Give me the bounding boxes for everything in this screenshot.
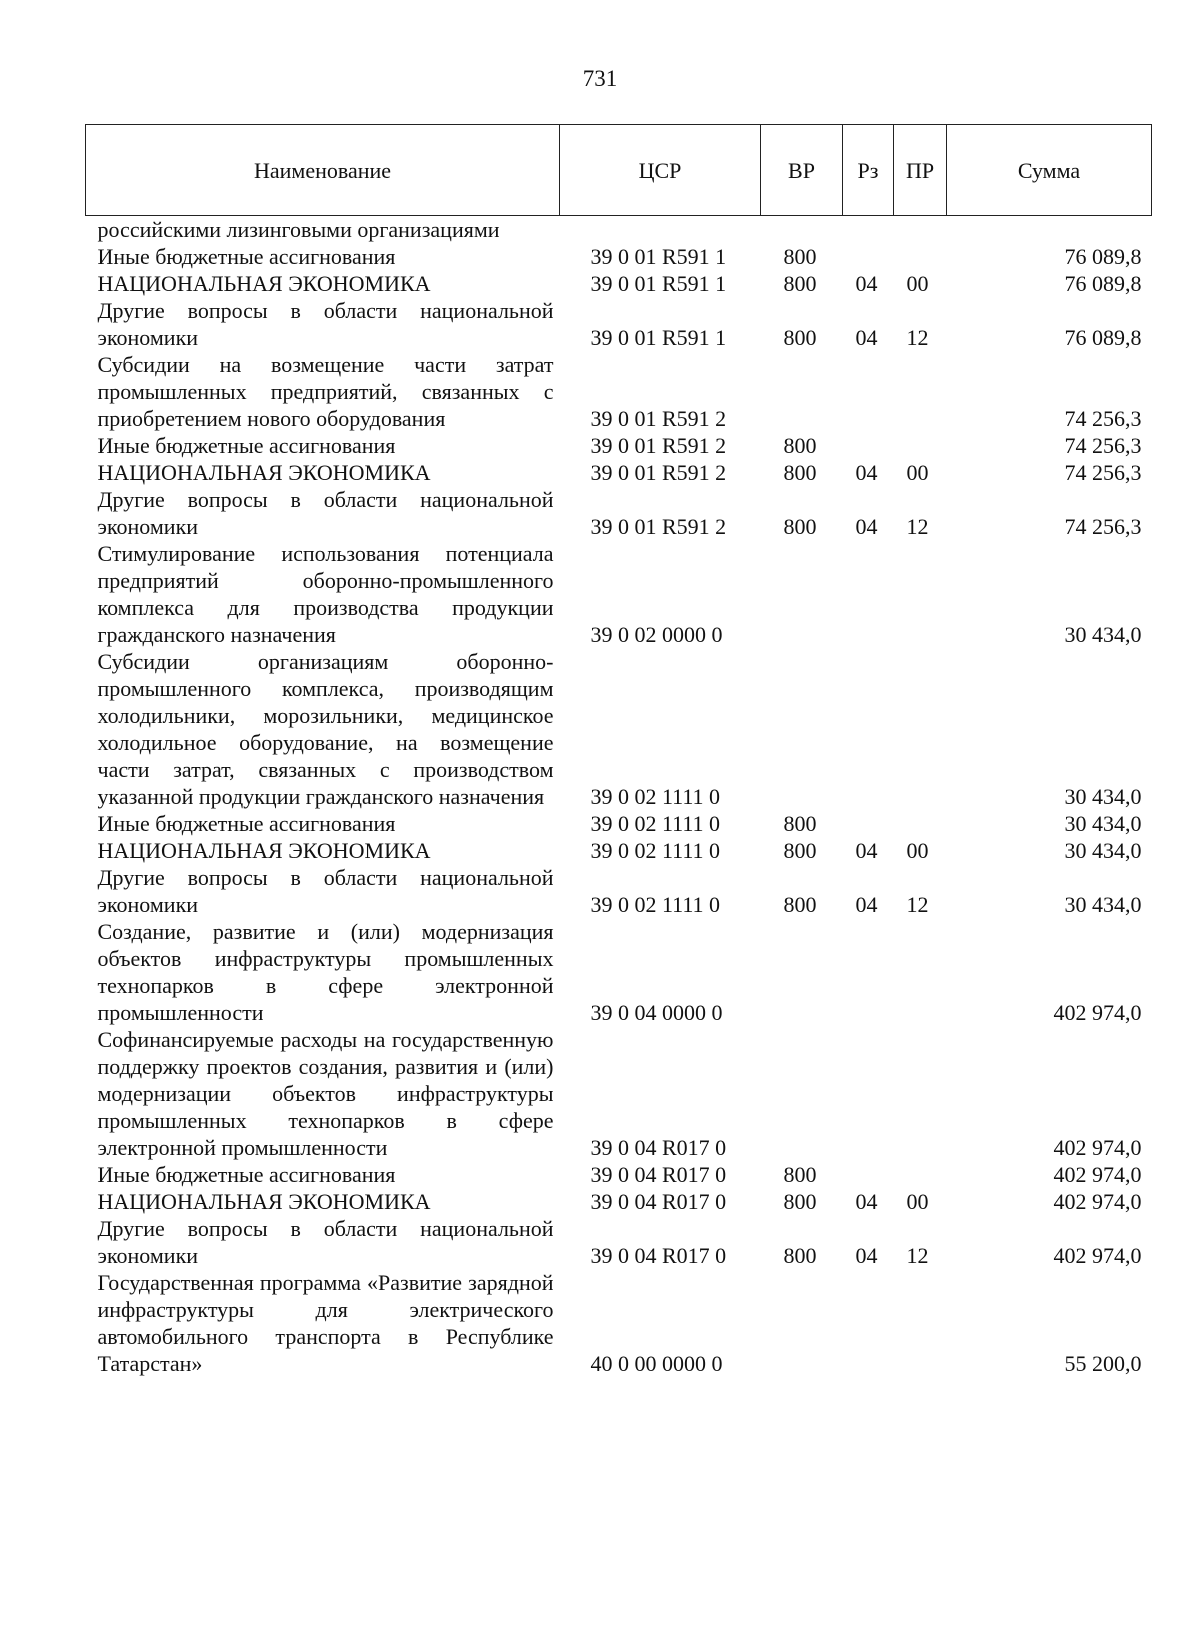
cell-rz [843,648,894,810]
cell-pr [894,243,947,270]
cell-pr: 00 [906,1189,929,1214]
header-name: Наименование [86,125,560,216]
table-row [86,432,1152,459]
cell-sum: 76 089,8 [1064,325,1142,350]
cell-vr [761,351,843,432]
cell-rz [843,432,894,459]
cell-rz: 04 [855,1243,878,1268]
cell-csr: 39 0 02 1111 0 [590,784,721,809]
header-csr: ЦСР [560,125,761,216]
cell-csr: 39 0 04 R017 0 [590,1243,727,1268]
cell-rz: 04 [855,325,878,350]
table-row [86,1161,1152,1188]
cell-name: Софинансируемые расходы на государственную поддержку проектов создания, развития и (или) модернизации объектов инфраструктуры промышленных технопарков в сфере электронной промышленности [97,1027,554,1160]
cell-pr [894,1026,947,1161]
header-vr: ВР [761,125,843,216]
cell-name: Субсидии на возмещение части затрат промышленных предприятий, связанных с приобретением нового оборудования [97,352,554,431]
table-row [86,837,1152,864]
cell-pr [894,648,947,810]
cell-rz [843,1161,894,1188]
cell-pr [894,540,947,648]
table-row [86,243,1152,270]
cell-sum: 402 974,0 [1053,1162,1142,1187]
cell-name: НАЦИОНАЛЬНАЯ ЭКОНОМИКА [97,1189,431,1214]
cell-rz [843,1026,894,1161]
cell-pr [894,432,947,459]
table-body [86,216,1152,1378]
cell-csr: 40 0 00 0000 0 [590,1351,723,1376]
cell-vr: 800 [783,1189,817,1214]
header-rz: Рз [843,125,894,216]
header-sum: Сумма [947,125,1152,216]
cell-rz: 04 [855,271,878,296]
cell-rz [843,243,894,270]
cell-name: Другие вопросы в области национальной экономики [97,487,554,539]
cell-csr: 39 0 04 R017 0 [590,1189,727,1214]
cell-pr: 12 [906,1243,929,1268]
cell-name: Иные бюджетные ассигнования [97,811,396,836]
cell-vr: 800 [783,433,817,458]
cell-sum: 402 974,0 [1053,1000,1142,1025]
cell-csr: 39 0 01 R591 2 [590,514,727,539]
cell-pr [894,1161,947,1188]
cell-vr: 800 [783,1162,817,1187]
cell-pr: 00 [906,271,929,296]
cell-pr: 00 [906,838,929,863]
cell-csr: 39 0 04 R017 0 [590,1135,727,1160]
cell-rz [843,540,894,648]
table-row [86,459,1152,486]
cell-vr [761,1026,843,1161]
cell-pr: 12 [906,892,929,917]
table-row [86,1026,1152,1161]
cell-name: НАЦИОНАЛЬНАЯ ЭКОНОМИКА [97,460,431,485]
cell-rz: 04 [855,460,878,485]
cell-pr: 12 [906,514,929,539]
cell-sum: 55 200,0 [1064,1351,1142,1376]
cell-pr [894,351,947,432]
cell-vr: 800 [783,811,817,836]
table-row [86,486,1152,540]
cell-sum: 74 256,3 [1064,460,1142,485]
cell-vr: 800 [783,514,817,539]
cell-rz [843,351,894,432]
cell-pr: 12 [906,325,929,350]
table-row [86,864,1152,918]
table-row [86,1188,1152,1215]
cell-name: Другие вопросы в области национальной экономики [97,1216,554,1268]
table-header-row [86,125,1152,216]
cell-csr: 39 0 01 R591 2 [590,433,727,458]
page-number: 731 [582,66,618,91]
cell-sum: 30 434,0 [1064,838,1142,863]
cell-vr [761,540,843,648]
cell-vr [761,1269,843,1377]
table-row [86,270,1152,297]
table-row [86,648,1152,810]
cell-sum: 30 434,0 [1064,784,1142,809]
cell-sum: 74 256,3 [1064,406,1142,431]
table-row [86,351,1152,432]
cell-csr [560,216,761,244]
cell-sum: 74 256,3 [1064,514,1142,539]
cell-rz: 04 [855,892,878,917]
cell-csr: 39 0 02 0000 0 [590,622,723,647]
cell-csr: 39 0 01 R591 2 [590,406,727,431]
cell-name: НАЦИОНАЛЬНАЯ ЭКОНОМИКА [97,271,431,296]
cell-pr [894,216,947,244]
cell-rz: 04 [855,1189,878,1214]
cell-sum: 30 434,0 [1064,811,1142,836]
cell-name: Другие вопросы в области национальной экономики [97,865,554,917]
cell-vr: 800 [783,1243,817,1268]
cell-vr [761,648,843,810]
cell-csr: 39 0 04 R017 0 [590,1162,727,1187]
cell-name: Иные бюджетные ассигнования [97,1162,396,1187]
cell-sum: 76 089,8 [1064,244,1142,269]
cell-sum: 74 256,3 [1064,433,1142,458]
cell-rz [843,1269,894,1377]
cell-sum: 30 434,0 [1064,622,1142,647]
cell-name: российскими лизинговыми организациями [97,217,500,242]
cell-csr: 39 0 02 1111 0 [590,892,721,917]
cell-csr: 39 0 02 1111 0 [590,838,721,863]
cell-pr [894,918,947,1026]
cell-name: Другие вопросы в области национальной экономики [97,298,554,350]
cell-rz [843,216,894,244]
cell-rz [843,810,894,837]
table-row [86,918,1152,1026]
cell-sum: 76 089,8 [1064,271,1142,296]
cell-rz: 04 [855,838,878,863]
cell-csr: 39 0 01 R591 2 [590,460,727,485]
cell-sum [947,216,1152,244]
table-row [86,540,1152,648]
budget-table [85,124,1152,1377]
cell-csr: 39 0 02 1111 0 [590,811,721,836]
cell-sum: 402 974,0 [1053,1189,1142,1214]
cell-sum: 402 974,0 [1053,1135,1142,1160]
table-row [86,1269,1152,1377]
cell-pr [894,1269,947,1377]
table-row [86,216,1152,244]
cell-sum: 30 434,0 [1064,892,1142,917]
cell-pr: 00 [906,460,929,485]
cell-name: Иные бюджетные ассигнования [97,244,396,269]
header-pr: ПР [894,125,947,216]
cell-name: Создание, развитие и (или) модернизация объектов инфраструктуры промышленных технопарков в сфере электронной промышленности [97,919,554,1025]
cell-name: Государственная программа «Развитие зарядной инфраструктуры для электрического автомобильного транспорта в Республике Татарстан» [97,1270,554,1376]
table-row [86,1215,1152,1269]
cell-vr: 800 [783,271,817,296]
cell-sum: 402 974,0 [1053,1243,1142,1268]
cell-name: Субсидии организациям оборонно-промышленного комплекса, производящим холодильники, морозильники, медицинское холодильное оборудование, на возмещение части затрат, связанных с производством указанной продукции гражданского назначения [97,649,554,809]
cell-name: Стимулирование использования потенциала предприятий оборонно-промышленного комплекса для производства продукции гражданского назначения [97,541,554,647]
cell-vr: 800 [783,460,817,485]
table-row [86,297,1152,351]
cell-name: НАЦИОНАЛЬНАЯ ЭКОНОМИКА [97,838,431,863]
cell-rz: 04 [855,514,878,539]
cell-vr: 800 [783,892,817,917]
cell-csr: 39 0 01 R591 1 [590,325,727,350]
cell-vr: 800 [783,325,817,350]
cell-vr: 800 [783,244,817,269]
table-row [86,810,1152,837]
cell-csr: 39 0 01 R591 1 [590,244,727,269]
cell-pr [894,810,947,837]
cell-vr: 800 [783,838,817,863]
cell-vr [761,918,843,1026]
cell-rz [843,918,894,1026]
cell-vr [761,216,843,244]
cell-csr: 39 0 04 0000 0 [590,1000,723,1025]
cell-name: Иные бюджетные ассигнования [97,433,396,458]
cell-csr: 39 0 01 R591 1 [590,271,727,296]
